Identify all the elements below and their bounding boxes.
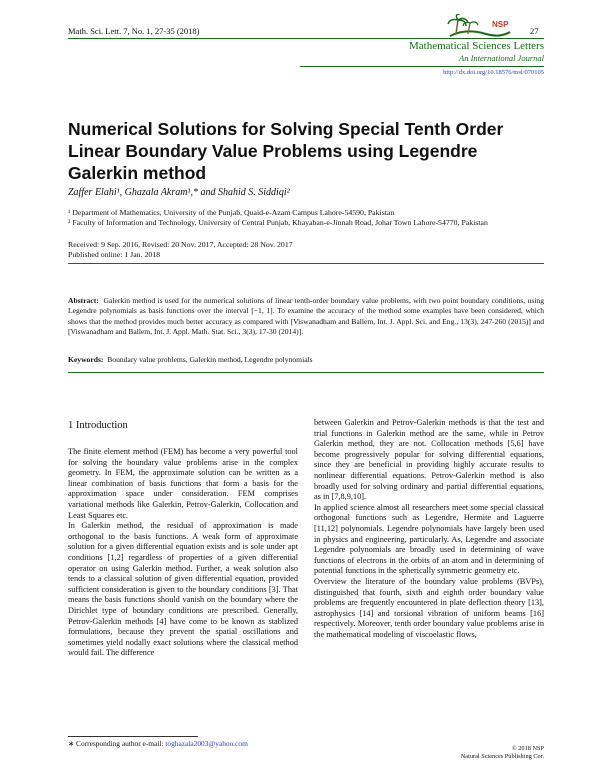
right-column	[314, 418, 544, 640]
header-rule	[68, 38, 544, 39]
section-heading: 1 Introduction	[68, 420, 128, 431]
author-email-link[interactable]: toghazala2003@yahoo.com	[165, 739, 248, 748]
abstract	[68, 296, 544, 338]
paragraph: In applied science almost all researchers meet some special classical orthogonal functions such as Legendre, Hermite and Laguerre [11,12] polynomials. Legendre polynomials have largely been used in physics and engineering, particularly. As, Legendre and associate Legendre polynomials are broadly used in determining of wave functions of electrons in the orbits of an atom and in determining of potential functions in the spherically symmetric geometry etc.	[314, 502, 544, 576]
copyright-publisher: Natural Sciences Publishing Cor.	[460, 753, 544, 760]
paper-title	[68, 118, 544, 184]
doi-link[interactable]: http://dx.doi.org/10.18576/msl/070105	[443, 69, 544, 76]
author-list: Zaffer Elahi¹, Ghazala Akram¹,* and Shahid S. Siddiqi²	[68, 187, 290, 198]
running-head: Math. Sci. Lett. 7, No. 1, 27-35 (2018)	[68, 26, 200, 36]
page-number: 27	[530, 26, 539, 36]
paragraph: between Galerkin and Petrov-Galerkin methods is that the test and trial functions in Galerkin method are the same, while in Petrov Galerkin method, they are not. Collocation methods [5,6] have become progressively popular for solving differential equations, since they are beneficial in providing highly accurate results to nonlinear differential equations. Petrov-Galerkin method is also broadly used for solving ordinary and partial differential equations, as in [7,8,9,10].	[314, 418, 544, 502]
journal-subtitle: An International Journal	[459, 53, 544, 63]
published-date: Published online: 1 Jan. 2018	[68, 250, 161, 259]
journal-name: Mathematical Sciences Letters	[409, 40, 544, 52]
journal-rule	[300, 66, 544, 67]
received-dates: Received: 9 Sep. 2016, Revised: 20 Nov. 2017, Accepted: 28 Nov. 2017	[68, 240, 293, 249]
footnote-label: ∗ Corresponding author e-mail:	[68, 739, 164, 748]
left-column	[68, 447, 298, 659]
abstract-text: Galerkin method is used for the numerical solutions of linear tenth-order boundary value problems, with two point boundary conditions, using Legendre polynomials as basis functions over the interval [−1, 1]. To examine the accuracy of the method some examples have been considered, which shows that the method provides much better accuracy as compared with [Viswanadham and Ballem, Int. J. Appl. Sci. and Eng., 13(3), 247-260 (2015)] and [Viswanadham and Ballem, Int. J. Appl. Math. Stat. Sci., 3(3), 17-30 (2014)].	[68, 296, 545, 337]
dates	[68, 240, 293, 260]
title-line: Galerkin method	[68, 163, 207, 183]
affiliation: ² Faculty of Information and Technology, University of Central Punjab, Khayaban-e-Jinnah Road, Johar Town Lahore-54770, Pakistan	[68, 218, 488, 227]
affiliations	[68, 208, 548, 228]
paragraph: Overview the literature of the boundary value problems (BVPs), distinguished that fourth, sixth and eighth order boundary value problems are frequently encountered in plate deflection theory [13], astrophysics [14] and torsional vibration of uniform beams [16] respectively. Moreover, tenth order boundary value problems arise in the mathematical modeling of viscoelastic flows,	[314, 576, 544, 639]
keywords	[68, 355, 544, 365]
keywords-text: Boundary value problems, Galerkin method, Legendre polynomials	[107, 355, 313, 364]
affiliation: ¹ Department of Mathematics, University of the Punjab, Quaid-e-Azam Campus Lahore-54590, Pakistan	[68, 208, 395, 217]
paragraph: In Galerkin method, the residual of approximation is made orthogonal to the basis functions. A weak form of approximate solution for a given differential equation exists and is sole under apt conditions [1,2] regardless of properties of a given differential operator on using Galerkin method. Further, a weak solution also tends to a classical solution of given differential equation, provided sufficient consideration is given to the boundary conditions [3]. That means the basis functions should vanish on the boundary where the Dirichlet type of boundary conditions are prescribed. Generally, Petrov-Galerkin methods [4] have come to be known as stablized formulations, because they prevent the spatial oscillations and sometimes yield nodally exact solutions where the classical method would fail. The difference	[68, 521, 298, 658]
logo-text: NSP	[492, 20, 509, 29]
paragraph: The finite element method (FEM) has become a very powerful tool for solving the boundary value problems arise in the complex geometry. In FEM, the approximate solution can be written as a linear combination of basis functions that form a basis for the approximation space under consideration. FEM comprises variational methods like Galerkin, Petrov-Galerkin, Collocation and Least Squares etc.	[68, 447, 298, 520]
title-line: Numerical Solutions for Solving Special Tenth Order	[68, 119, 504, 139]
keywords-label: Keywords:	[68, 355, 104, 364]
copyright	[461, 745, 544, 761]
abstract-rule	[68, 372, 544, 373]
copyright-line: © 2018 NSP	[511, 745, 544, 752]
dates-rule	[68, 263, 544, 264]
abstract-label: Abstract:	[68, 296, 99, 305]
footnote-rule	[68, 736, 198, 737]
title-line: Linear Boundary Value Problems using Legendre	[68, 141, 478, 161]
footnote	[68, 739, 248, 748]
